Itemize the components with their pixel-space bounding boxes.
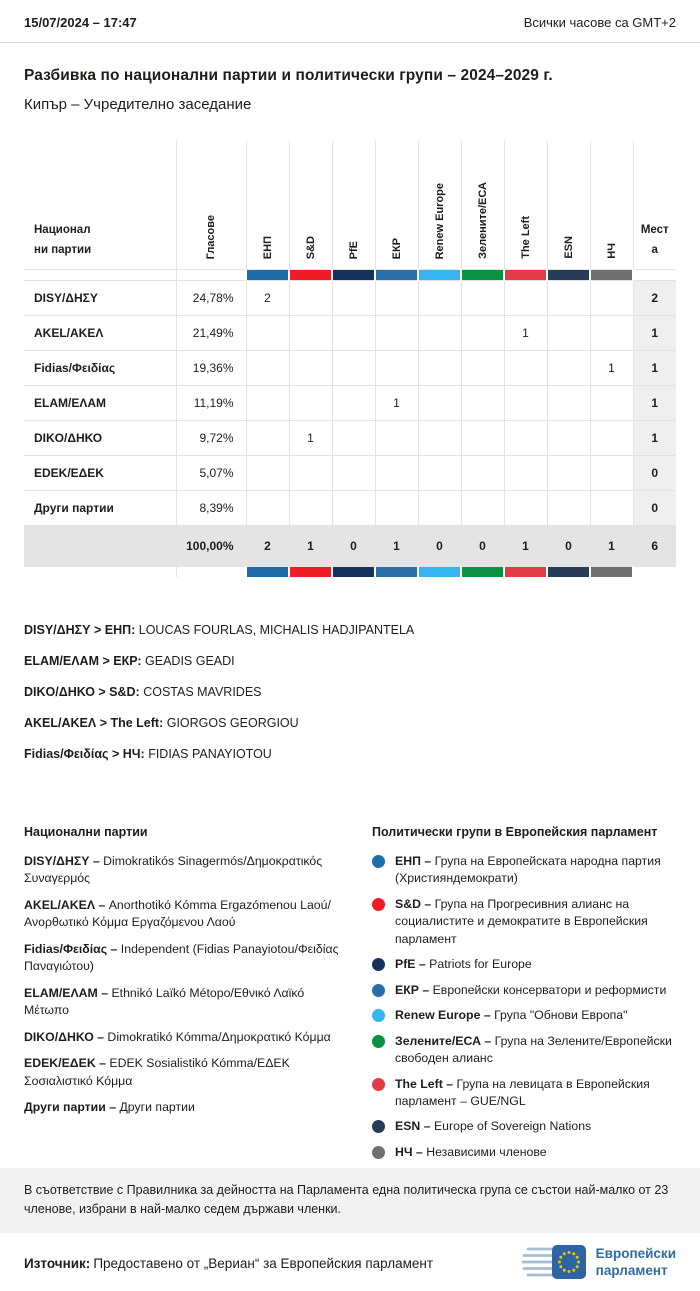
bar-row-spacer [24,567,176,578]
group-seats-cell [418,456,461,491]
members-list [24,623,676,761]
group-legend-desc: Група на Зелените/Европейски свободен алианс [395,1033,672,1066]
party-legend-item [24,897,346,932]
group-legend-text [395,1144,547,1161]
group-seats-cell [547,421,590,456]
member-line [24,685,676,699]
group-seats-cell [461,351,504,386]
total-group-cell: 0 [332,526,375,567]
group-legend-desc: Група на Европейската народна партия (Християндемократи) [395,854,661,886]
group-legend-text [395,896,676,948]
group-seats-cell [590,456,633,491]
group-legend-name: S&D – [395,896,432,911]
group-seats-cell [461,281,504,316]
group-seats-cell [246,386,289,421]
col-header-group [332,141,375,270]
total-group-cell: 2 [246,526,289,567]
seats-cell: 0 [633,456,676,491]
group-legend-text [395,1118,591,1135]
votes-cell: 21,49% [176,316,246,351]
legend-section [24,825,676,1169]
col-header-seats [633,141,676,270]
table-row [24,456,676,491]
group-seats-cell [547,386,590,421]
group-seats-cell [246,491,289,526]
group-seats-cell [418,281,461,316]
group-legend-desc: Група на Прогресивния алианс на социалистите и демократите в Европейския парламент [395,896,648,946]
member-line [24,747,676,761]
group-seats-cell: 1 [504,316,547,351]
group-color-bar [590,567,633,578]
party-legend-desc: Ethnikó Laïkó Métopo/Εθνικό Λαϊκό Μέτωπο [24,985,305,1018]
group-seats-cell [418,386,461,421]
group-color-bar [332,567,375,578]
group-color-bar [332,270,375,281]
group-seats-cell [246,421,289,456]
party-legend [24,825,346,1169]
group-color-dot [372,1009,385,1022]
member-prefix: Fidias/Φειδίας > НЧ: [24,747,145,761]
group-legend-desc: Patriots for Europe [425,957,532,972]
group-seats-cell [332,456,375,491]
member-line [24,654,676,668]
group-seats-cell [547,456,590,491]
group-color-bar [418,270,461,281]
group-color-dot [372,855,385,868]
table-total-row [24,526,676,567]
party-legend-name: DIKO/ΔΗΚΟ – [24,1029,105,1044]
total-group-cell: 1 [504,526,547,567]
group-color-dot [372,1078,385,1091]
group-seats-cell [547,316,590,351]
group-seats-cell [418,316,461,351]
page-title: Разбивка по национални партии и политически групи – 2024–2029 г. [24,67,553,84]
group-seats-cell: 1 [590,351,633,386]
group-seats-cell [332,421,375,456]
member-names: GIORGOS GEORGIOU [163,716,299,730]
page-subtitle: Кипър – Учредително заседание [24,96,252,113]
party-name-cell: Fidias/Φειδίας [24,351,176,386]
group-seats-cell [289,281,332,316]
seats-cell: 1 [633,421,676,456]
col-header-group [504,141,547,270]
bar-row-spacer [633,567,676,578]
party-legend-name: DISY/ΔΗΣΥ – [24,854,100,868]
group-color-bar-row [24,567,676,578]
group-legend-list [372,853,676,1161]
group-seats-cell [332,491,375,526]
party-legend-name: EDEK/ΕΔΕΚ – [24,1056,106,1071]
party-legend-item [24,1029,346,1046]
party-name-cell: Други партии [24,491,176,526]
source-label: Източник: [24,1255,91,1271]
group-legend-item [372,982,676,999]
votes-cell: 24,78% [176,281,246,316]
col-header-votes [176,141,246,270]
table-row [24,491,676,526]
total-group-cell: 1 [590,526,633,567]
group-legend-text [395,982,666,999]
party-name-cell: DIKO/ΔΗΚΟ [24,421,176,456]
group-legend-item [372,896,676,948]
group-legend-name: ЕКР – [395,982,430,997]
group-seats-cell [461,421,504,456]
col-header-national-parties [24,141,176,270]
results-table-wrap [24,141,676,577]
group-header-label: S&D [304,235,317,259]
col-header-group [461,141,504,270]
member-prefix: ELAM/ΕΛΑΜ > ЕКР: [24,654,142,668]
group-seats-cell [504,386,547,421]
group-color-bar [289,270,332,281]
group-legend-heading: Политически групи в Европейския парламент [372,825,658,839]
group-legend-text [395,956,532,973]
group-header-label: ESN [562,236,575,259]
group-seats-cell [289,386,332,421]
group-seats-cell [504,491,547,526]
party-legend-item [24,941,346,976]
group-seats-cell [547,281,590,316]
member-names: LOUCAS FOURLAS, MICHALIS HADJIPANTELA [135,623,415,637]
bar-row-spacer [24,270,176,281]
party-name-cell: AKEL/ΑΚΕΛ [24,316,176,351]
member-names: COSTAS MAVRIDES [139,685,262,699]
group-legend [372,825,676,1169]
group-legend-desc: Група на левицата в Европейския парламент – GUE/NGL [395,1076,650,1108]
votes-cell: 11,19% [176,386,246,421]
group-seats-cell [375,456,418,491]
ep-logo-line2: парламент [595,1263,668,1278]
total-group-cell: 0 [418,526,461,567]
votes-cell: 19,36% [176,351,246,386]
top-divider [0,42,700,43]
col-header-group [246,141,289,270]
party-legend-name: Други партии – [24,1099,117,1114]
party-legend-desc: Dimokratikó Kómma/Δημοκρατικό Κόμμα [104,1029,331,1044]
group-legend-text [395,1076,676,1111]
group-legend-name: Зелените/ЕСА – [395,1033,492,1048]
group-legend-item [372,1007,676,1024]
total-group-cell: 0 [461,526,504,567]
group-color-dot [372,1146,385,1159]
group-color-dot [372,898,385,911]
party-legend-item [24,1055,346,1090]
party-legend-item [24,985,346,1020]
group-header-label: The Left [519,216,532,259]
table-row [24,316,676,351]
group-header-label: PfE [347,240,360,259]
group-color-dot [372,958,385,971]
group-legend-text [395,1033,676,1068]
member-line [24,716,676,730]
group-header-label: ЕНП [261,235,274,259]
group-seats-cell [504,351,547,386]
group-seats-cell [246,456,289,491]
group-seats-cell [246,351,289,386]
bar-row-spacer [633,270,676,281]
group-legend-desc: Група "Обнови Европа" [490,1008,628,1023]
party-legend-name: ELAM/ΕΛΑΜ – [24,985,109,1000]
group-seats-cell [375,316,418,351]
group-seats-cell [590,281,633,316]
source-value: Предоставено от „Вериан“ за Европейския парламент [93,1255,434,1271]
group-legend-item [372,1118,676,1135]
table-row [24,421,676,456]
party-legend-desc: Други партии [116,1099,195,1114]
ep-logo-text [596,1246,676,1280]
total-votes-cell: 100,00% [176,526,246,567]
group-seats-cell [246,316,289,351]
group-legend-item [372,956,676,973]
group-color-dot [372,1120,385,1133]
member-prefix: AKEL/ΑΚΕΛ > The Left: [24,716,164,730]
party-legend-list [24,853,346,1116]
table-row [24,281,676,316]
group-seats-cell: 2 [246,281,289,316]
total-group-cell: 1 [289,526,332,567]
col-header-group [418,141,461,270]
group-legend-item [372,1144,676,1161]
party-legend-desc: Anorthotikó Kómma Ergazómenou Laoú/ Ανορθωτικό Κόμμα Εργαζόμενου Λαού [24,897,331,930]
group-legend-item [372,1076,676,1111]
group-seats-cell [375,421,418,456]
group-color-dot [372,984,385,997]
group-color-bar [461,567,504,578]
party-name-cell: ELAM/ΕΛΑΜ [24,386,176,421]
votes-cell: 5,07% [176,456,246,491]
seats-cell: 2 [633,281,676,316]
group-color-bar [246,567,289,578]
group-color-bar [547,270,590,281]
table-row [24,386,676,421]
group-seats-cell [461,316,504,351]
group-seats-cell [418,351,461,386]
votes-header-label: Гласове [205,214,217,259]
total-party-cell [24,526,176,567]
group-seats-cell [375,351,418,386]
group-seats-cell [461,386,504,421]
group-seats-cell [289,351,332,386]
group-color-bar [418,567,461,578]
group-seats-cell [590,421,633,456]
group-seats-cell [375,281,418,316]
group-seats-cell [332,281,375,316]
group-legend-text [395,853,676,888]
source-text [24,1256,433,1271]
topbar [0,0,700,42]
col-header-group [289,141,332,270]
seats-cell: 0 [633,491,676,526]
group-seats-cell [461,491,504,526]
group-seats-cell: 1 [375,386,418,421]
group-color-bar [289,567,332,578]
group-color-bar [375,567,418,578]
group-color-bar [375,270,418,281]
total-seats-cell: 6 [633,526,676,567]
group-seats-cell [332,316,375,351]
group-legend-text [395,1007,628,1024]
ep-logo-icon [522,1241,588,1285]
group-seats-cell [289,456,332,491]
source-row [24,1241,676,1285]
group-seats-cell [504,281,547,316]
group-header-label: ЕКР [390,237,403,259]
party-legend-name: Fidias/Φειδίας – [24,941,118,956]
table-row [24,351,676,386]
group-color-bar-row [24,270,676,281]
member-names: FIDIAS PANAYIOTOU [144,747,272,761]
col-header-group [547,141,590,270]
group-legend-desc: Европейски консерватори и реформисти [429,982,667,997]
national-parties-header-label: Национални партии [34,223,92,257]
member-prefix: DISY/ΔΗΣΥ > ЕНП: [24,623,136,637]
group-header-label: Renew Europe [433,182,446,259]
party-legend-item [24,1099,346,1116]
seats-cell: 1 [633,386,676,421]
group-header-label: НЧ [605,243,618,259]
group-legend-name: PfE – [395,957,426,972]
group-color-bar [590,270,633,281]
group-header-label: Зелените/ЕСА [476,182,489,259]
group-seats-cell [590,386,633,421]
group-seats-cell [289,491,332,526]
group-seats-cell [332,351,375,386]
group-legend-item [372,1033,676,1068]
group-seats-cell [375,491,418,526]
bar-row-spacer [176,567,246,578]
votes-cell: 8,39% [176,491,246,526]
seats-header-label: Места [640,223,669,257]
total-group-cell: 0 [547,526,590,567]
group-legend-name: Renew Europe – [395,1008,491,1023]
group-seats-cell [418,421,461,456]
party-legend-name: AKEL/ΑΚΕΛ – [24,897,106,912]
group-seats-cell [547,351,590,386]
group-seats-cell [332,386,375,421]
results-table [24,141,676,577]
group-seats-cell: 1 [289,421,332,456]
group-seats-cell [590,491,633,526]
footnote: В съответствие с Правилника за дейността на Парламента една политическа група се състои най-малко от 23 членове, избрани в най-малко седем държави членки. [0,1168,700,1233]
party-legend-desc: Dimokratikós Sinagermós/Δημοκρατικός Συναγερμός [24,854,323,886]
party-legend-item [24,853,346,888]
seats-cell: 1 [633,316,676,351]
party-legend-desc: EDEK Sosialistikó Kómma/ΕΔΕΚ Σοσιαλιστικό Κόμμα [24,1056,290,1088]
bar-row-spacer [176,270,246,281]
party-name-cell: EDEK/ΕΔΕΚ [24,456,176,491]
votes-cell: 9,72% [176,421,246,456]
timezone-note: Всички часове са GMT+2 [523,15,676,30]
ep-logo [522,1241,676,1285]
group-color-bar [246,270,289,281]
group-legend-desc: Независими членове [422,1144,547,1159]
seats-cell: 1 [633,351,676,386]
group-legend-name: ESN – [395,1119,431,1134]
group-legend-item [372,853,676,888]
group-legend-desc: Europe of Sovereign Nations [430,1119,592,1134]
group-legend-name: НЧ – [395,1144,423,1159]
group-seats-cell [289,316,332,351]
group-color-bar [504,270,547,281]
report-datetime: 15/07/2024 – 17:47 [24,15,137,30]
table-header-row [24,141,676,270]
group-seats-cell [504,421,547,456]
group-seats-cell [590,316,633,351]
group-color-bar [504,567,547,578]
party-legend-desc: Independent (Fidias Panayiotou/Φειδίας Παναγιώτου) [24,941,339,974]
group-seats-cell [504,456,547,491]
group-seats-cell [418,491,461,526]
group-seats-cell [547,491,590,526]
group-legend-name: The Left – [395,1076,454,1091]
party-legend-heading: Национални партии [24,825,148,839]
group-legend-name: ЕНП – [395,854,432,868]
member-prefix: DIKO/ΔΗΚΟ > S&D: [24,685,140,699]
party-name-cell: DISY/ΔΗΣΥ [24,281,176,316]
group-color-bar [547,567,590,578]
ep-logo-line1: Европейски [595,1246,676,1262]
total-group-cell: 1 [375,526,418,567]
member-names: GEADIS GEADI [141,654,235,668]
group-color-dot [372,1035,385,1048]
col-header-group [375,141,418,270]
group-seats-cell [461,456,504,491]
group-color-bar [461,270,504,281]
member-line [24,623,676,637]
col-header-group [590,141,633,270]
